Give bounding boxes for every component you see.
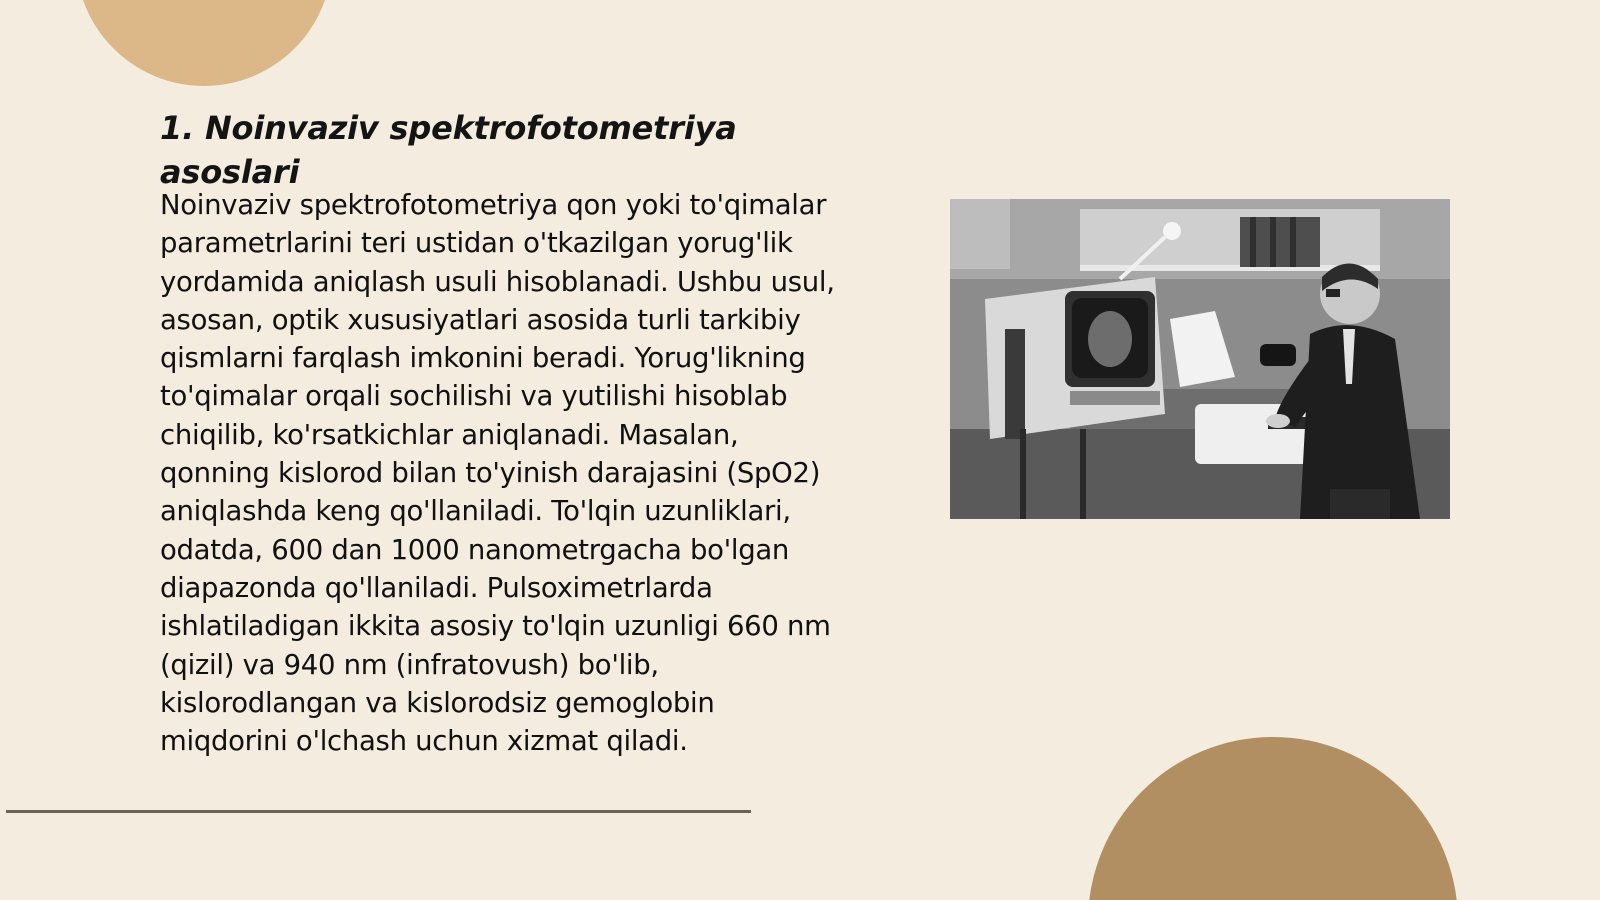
decorative-line (6, 810, 751, 813)
decorative-circle-bottom (1088, 737, 1458, 900)
decorative-circle-top (76, 0, 332, 86)
workstation-photo (950, 199, 1450, 519)
slide-body-text: Noinvaziv spektrofotometriya qon yoki to'qimalar parametrlarini teri ustidan o'tkazilgan yorug'lik yordamida aniqlash usuli hisoblanadi. Ushbu usul, asosan, optik xususiyatlari asosida turli tarkibiy qismlarni farqlash imkonini beradi. Yorug'likning to'qimalar orqali sochilishi va yutilishi hisoblab chiqilib, ko'rsatkichlar aniqlanadi. Masalan, qonning kislorod bilan to'yinish darajasini (SpO2) aniqlashda keng qo'llaniladi. To'lqin uzunliklari, odatda, 600 dan 1000 nanometrgacha bo'lgan diapazonda qo'llaniladi. Pulsoximetrlarda ishlatiladigan ikkita asosiy to'lqin uzunligi 660 nm (qizil) va 940 nm (infratovush) bo'lib, kislorodlangan va kislorodsiz gemoglobin miqdorini o'lchash uchun xizmat qiladi. (160, 189, 835, 758)
slide-title: 1. Noinvaziv spektrofotometriya asoslari (160, 109, 737, 191)
workstation-photo-icon (950, 199, 1450, 519)
